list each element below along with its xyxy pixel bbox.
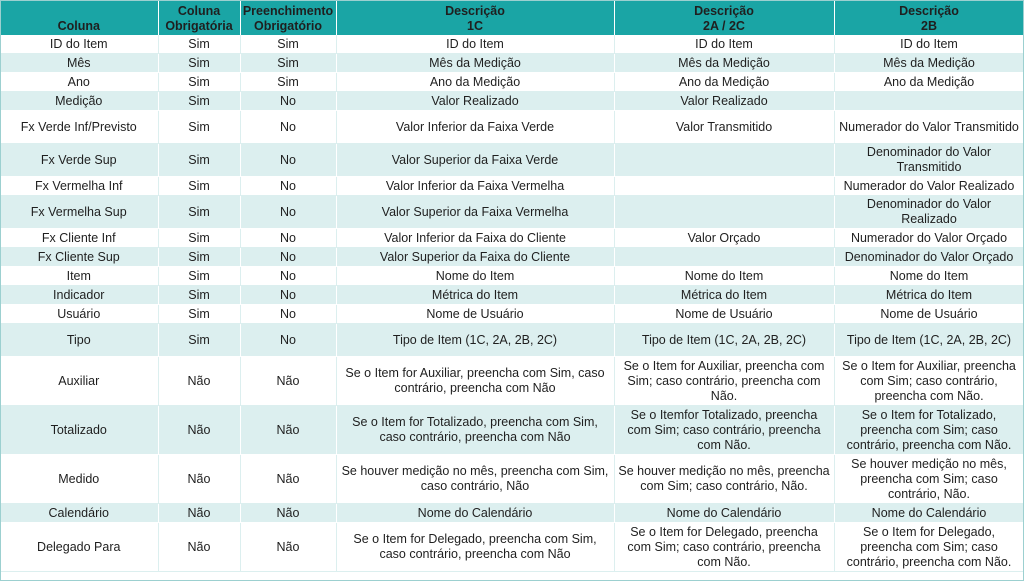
descricao-2b-cell: Se o Item for Totalizado, preencha com Sim; caso contrário, preencha com Não. — [834, 406, 1024, 455]
header-line: Descrição — [899, 4, 959, 18]
descricao-2a-2c-cell — [614, 248, 834, 267]
coluna-cell: Tipo — [0, 324, 158, 357]
header-line: Coluna — [57, 19, 100, 33]
obrigatoria-cell: Não — [158, 455, 240, 504]
descricao-1c-cell: Mês da Medição — [336, 54, 614, 73]
descricao-2a-2c-cell: Se houver medição no mês, preencha com Sim; caso contrário, Não. — [614, 455, 834, 504]
header-line: Preenchimento — [242, 4, 334, 18]
obrigatoria-cell: Sim — [158, 111, 240, 144]
header-line: 1C — [467, 19, 483, 33]
descricao-2b-cell — [834, 92, 1024, 111]
descricao-2a-2c-cell: Mês da Medição — [614, 54, 834, 73]
table-row — [0, 455, 1024, 504]
descricao-2b-cell: Denominador do Valor Orçado — [834, 248, 1024, 267]
table-row — [0, 196, 1024, 229]
descricao-2a-2c-cell: Nome do Calendário — [614, 504, 834, 523]
coluna-cell: Fx Cliente Inf — [0, 229, 158, 248]
coluna-cell: Fx Verde Inf/Previsto — [0, 111, 158, 144]
descricao-2a-2c-cell: Valor Realizado — [614, 92, 834, 111]
descricao-2b-cell: Se houver medição no mês, preencha com Sim; caso contrário, Não. — [834, 455, 1024, 504]
obrigatoria-cell: Sim — [158, 248, 240, 267]
obrigatoria-cell: Sim — [158, 92, 240, 111]
descricao-1c-cell: Nome do Calendário — [336, 504, 614, 523]
descricao-2a-2c-cell: Tipo de Item (1C, 2A, 2B, 2C) — [614, 324, 834, 357]
header-coluna-obrigatoria — [158, 0, 240, 35]
preenchimento-cell: Não — [240, 406, 336, 455]
obrigatoria-cell: Sim — [158, 35, 240, 54]
table-body — [0, 35, 1024, 572]
descricao-2a-2c-cell: Nome do Item — [614, 267, 834, 286]
descricao-1c-cell: Valor Realizado — [336, 92, 614, 111]
obrigatoria-cell: Sim — [158, 73, 240, 92]
table-row — [0, 35, 1024, 54]
table-header — [0, 0, 1024, 35]
coluna-cell: Totalizado — [0, 406, 158, 455]
table-row — [0, 324, 1024, 357]
descricao-1c-cell: Valor Inferior da Faixa Vermelha — [336, 177, 614, 196]
descricao-1c-cell: Métrica do Item — [336, 286, 614, 305]
descricao-2b-cell: Tipo de Item (1C, 2A, 2B, 2C) — [834, 324, 1024, 357]
descricao-2a-2c-cell: Se o Item for Auxiliar, preencha com Sim; caso contrário, preencha com Não. — [614, 357, 834, 406]
preenchimento-cell: Sim — [240, 73, 336, 92]
descricao-2a-2c-cell: ID do Item — [614, 35, 834, 54]
coluna-cell: Fx Verde Sup — [0, 144, 158, 177]
descricao-2b-cell: Ano da Medição — [834, 73, 1024, 92]
descricao-1c-cell: Nome do Item — [336, 267, 614, 286]
table-row — [0, 229, 1024, 248]
descricao-2a-2c-cell — [614, 144, 834, 177]
preenchimento-cell: No — [240, 248, 336, 267]
preenchimento-cell: Não — [240, 504, 336, 523]
table-row — [0, 248, 1024, 267]
descricao-2b-cell: Denominador do Valor Transmitido — [834, 144, 1024, 177]
descricao-1c-cell: Valor Inferior da Faixa do Cliente — [336, 229, 614, 248]
descricao-1c-cell: Valor Inferior da Faixa Verde — [336, 111, 614, 144]
coluna-cell: Delegado Para — [0, 523, 158, 572]
header-coluna — [0, 0, 158, 35]
obrigatoria-cell: Não — [158, 406, 240, 455]
obrigatoria-cell: Sim — [158, 305, 240, 324]
preenchimento-cell: No — [240, 229, 336, 248]
coluna-cell: ID do Item — [0, 35, 158, 54]
preenchimento-cell: No — [240, 196, 336, 229]
descricao-2a-2c-cell: Nome de Usuário — [614, 305, 834, 324]
descricao-1c-cell: Valor Superior da Faixa Verde — [336, 144, 614, 177]
descricao-2b-cell: Mês da Medição — [834, 54, 1024, 73]
coluna-cell: Fx Vermelha Inf — [0, 177, 158, 196]
table-row — [0, 111, 1024, 144]
descricao-1c-cell: Valor Superior da Faixa do Cliente — [336, 248, 614, 267]
header-line: Descrição — [694, 4, 754, 18]
obrigatoria-cell: Não — [158, 357, 240, 406]
coluna-cell: Usuário — [0, 305, 158, 324]
descricao-2a-2c-cell — [614, 177, 834, 196]
coluna-cell: Auxiliar — [0, 357, 158, 406]
descricao-2b-cell: Métrica do Item — [834, 286, 1024, 305]
header-descricao-2b — [834, 0, 1024, 35]
header-line: 2B — [921, 19, 937, 33]
descricao-1c-cell: Nome de Usuário — [336, 305, 614, 324]
header-line: 2A / 2C — [703, 19, 745, 33]
preenchimento-cell: No — [240, 324, 336, 357]
preenchimento-cell: Não — [240, 455, 336, 504]
descricao-1c-cell: Ano da Medição — [336, 73, 614, 92]
header-line: Obrigatória — [165, 19, 233, 33]
obrigatoria-cell: Sim — [158, 144, 240, 177]
descricao-1c-cell: ID do Item — [336, 35, 614, 54]
table-row — [0, 267, 1024, 286]
descricao-2b-cell: Numerador do Valor Orçado — [834, 229, 1024, 248]
coluna-cell: Medição — [0, 92, 158, 111]
descricao-2a-2c-cell: Valor Orçado — [614, 229, 834, 248]
obrigatoria-cell: Sim — [158, 196, 240, 229]
obrigatoria-cell: Sim — [158, 54, 240, 73]
descricao-1c-cell: Se o Item for Delegado, preencha com Sim, caso contrário, preencha com Não — [336, 523, 614, 572]
preenchimento-cell: Não — [240, 357, 336, 406]
descricao-2b-cell: ID do Item — [834, 35, 1024, 54]
preenchimento-cell: No — [240, 286, 336, 305]
descricao-2a-2c-cell: Valor Transmitido — [614, 111, 834, 144]
table-row — [0, 54, 1024, 73]
descricao-2b-cell: Numerador do Valor Transmitido — [834, 111, 1024, 144]
descricao-2a-2c-cell: Métrica do Item — [614, 286, 834, 305]
preenchimento-cell: No — [240, 267, 336, 286]
obrigatoria-cell: Sim — [158, 286, 240, 305]
descricao-2b-cell: Se o Item for Delegado, preencha com Sim; caso contrário, preencha com Não. — [834, 523, 1024, 572]
coluna-cell: Mês — [0, 54, 158, 73]
preenchimento-cell: Sim — [240, 35, 336, 54]
descricao-1c-cell: Se o Item for Totalizado, preencha com Sim, caso contrário, preencha com Não — [336, 406, 614, 455]
descricao-1c-cell: Se houver medição no mês, preencha com Sim, caso contrário, Não — [336, 455, 614, 504]
obrigatoria-cell: Sim — [158, 229, 240, 248]
descricao-2a-2c-cell: Ano da Medição — [614, 73, 834, 92]
descricao-2a-2c-cell: Se o Item for Delegado, preencha com Sim; caso contrário, preencha com Não. — [614, 523, 834, 572]
coluna-cell: Item — [0, 267, 158, 286]
obrigatoria-cell: Sim — [158, 267, 240, 286]
preenchimento-cell: No — [240, 111, 336, 144]
obrigatoria-cell: Não — [158, 523, 240, 572]
table-row — [0, 305, 1024, 324]
preenchimento-cell: No — [240, 144, 336, 177]
descricao-1c-cell: Valor Superior da Faixa Vermelha — [336, 196, 614, 229]
header-row — [0, 0, 1024, 35]
table-row — [0, 144, 1024, 177]
descricao-1c-cell: Tipo de Item (1C, 2A, 2B, 2C) — [336, 324, 614, 357]
preenchimento-cell: No — [240, 92, 336, 111]
descricao-2b-cell: Nome de Usuário — [834, 305, 1024, 324]
descricao-2b-cell: Nome do Calendário — [834, 504, 1024, 523]
header-descricao-1c — [336, 0, 614, 35]
obrigatoria-cell: Não — [158, 504, 240, 523]
header-descricao-2a-2c — [614, 0, 834, 35]
coluna-cell: Indicador — [0, 286, 158, 305]
coluna-cell: Ano — [0, 73, 158, 92]
descricao-2b-cell: Se o Item for Auxiliar, preencha com Sim; caso contrário, preencha com Não. — [834, 357, 1024, 406]
descricao-2a-2c-cell — [614, 196, 834, 229]
descricao-1c-cell: Se o Item for Auxiliar, preencha com Sim, caso contrário, preencha com Não — [336, 357, 614, 406]
table-row — [0, 357, 1024, 406]
obrigatoria-cell: Sim — [158, 324, 240, 357]
table-row — [0, 523, 1024, 572]
descricao-2b-cell: Nome do Item — [834, 267, 1024, 286]
table-row — [0, 73, 1024, 92]
table-row — [0, 286, 1024, 305]
coluna-cell: Medido — [0, 455, 158, 504]
coluna-cell: Calendário — [0, 504, 158, 523]
coluna-cell: Fx Vermelha Sup — [0, 196, 158, 229]
preenchimento-cell: Não — [240, 523, 336, 572]
header-line: Coluna — [177, 4, 221, 18]
header-line: Obrigatório — [253, 19, 323, 33]
obrigatoria-cell: Sim — [158, 177, 240, 196]
descricao-2a-2c-cell: Se o Itemfor Totalizado, preencha com Sim; caso contrário, preencha com Não. — [614, 406, 834, 455]
header-preenchimento-obrigatorio — [240, 0, 336, 35]
header-line: Descrição — [445, 4, 505, 18]
table-row — [0, 504, 1024, 523]
coluna-cell: Fx Cliente Sup — [0, 248, 158, 267]
preenchimento-cell: No — [240, 177, 336, 196]
table-row — [0, 406, 1024, 455]
preenchimento-cell: Sim — [240, 54, 336, 73]
preenchimento-cell: No — [240, 305, 336, 324]
table-row — [0, 92, 1024, 111]
table-row — [0, 177, 1024, 196]
descricao-2b-cell: Denominador do Valor Realizado — [834, 196, 1024, 229]
descricao-2b-cell: Numerador do Valor Realizado — [834, 177, 1024, 196]
